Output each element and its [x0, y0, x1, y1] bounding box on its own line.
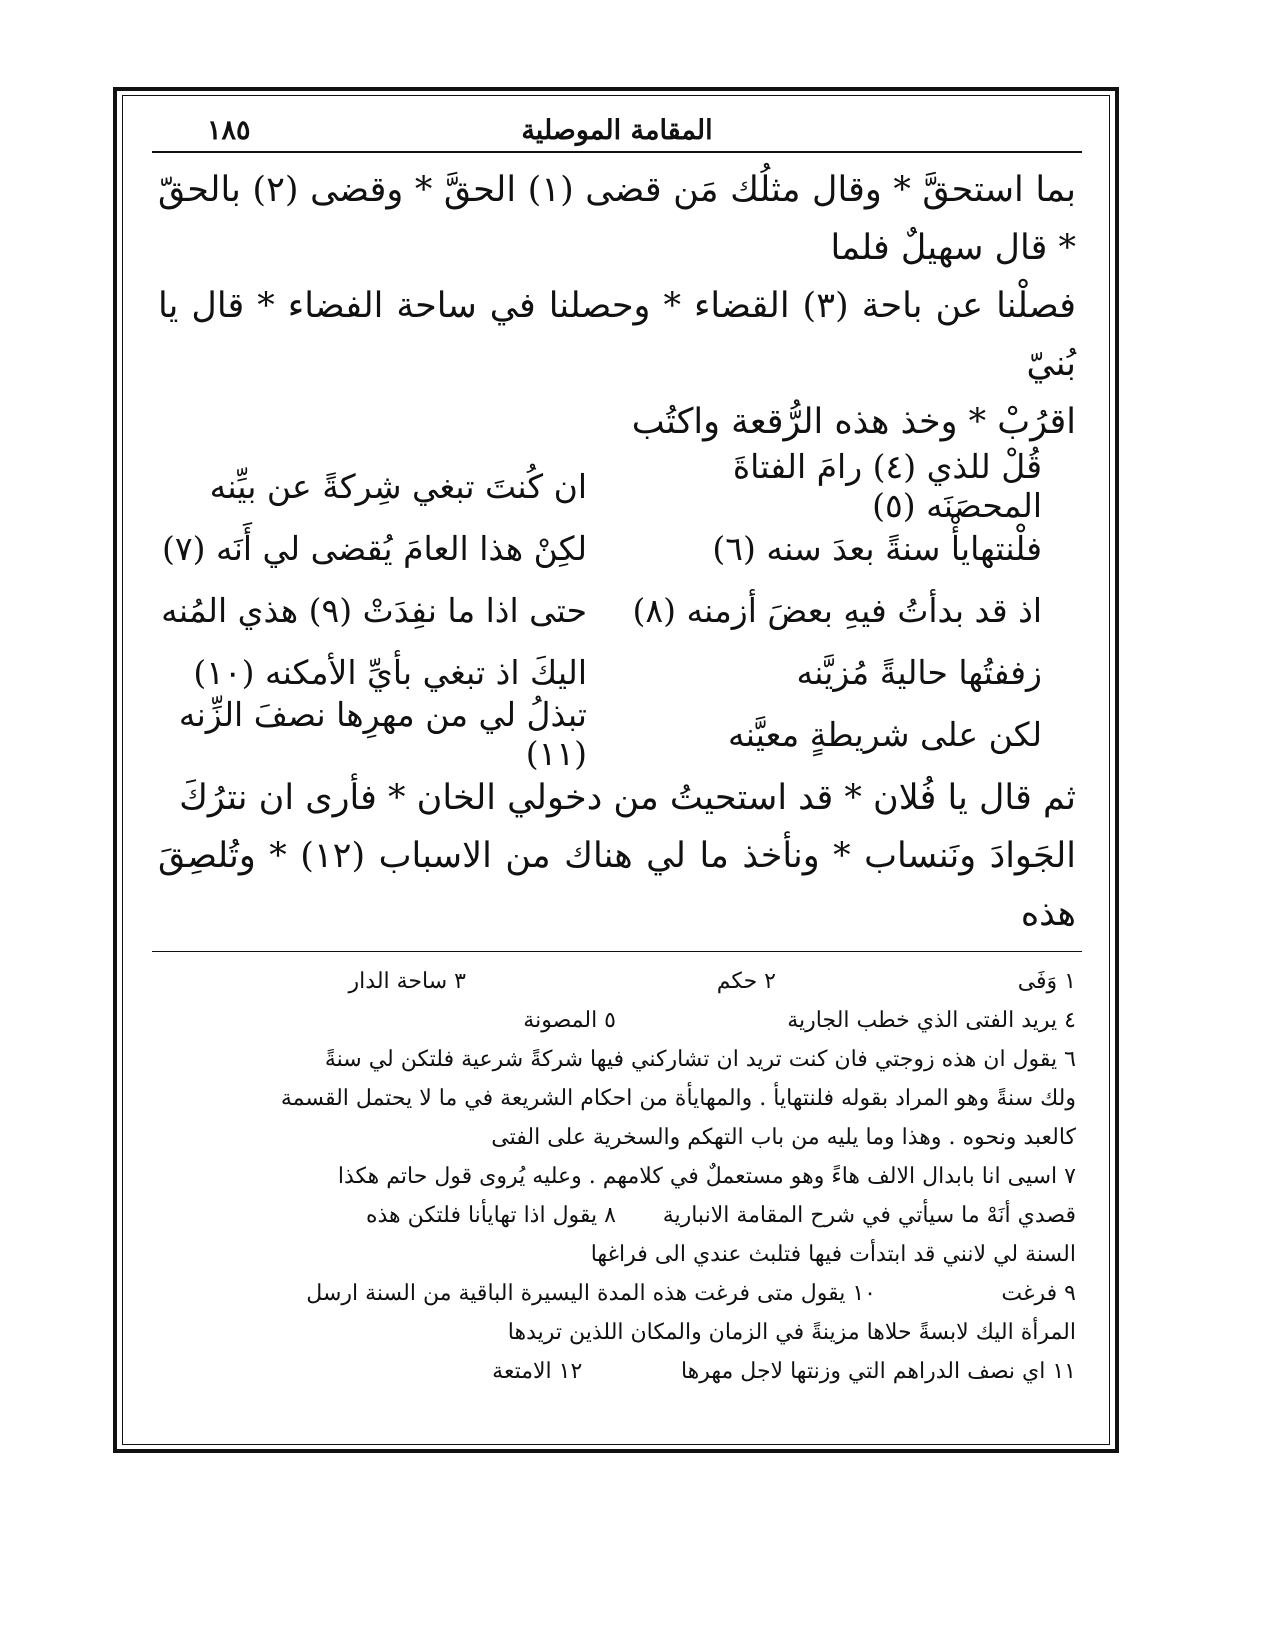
- page-number: ١٨٥: [207, 115, 251, 146]
- prose-line: اقرُبْ * وخذ هذه الرُّقعة واكتُب: [631, 402, 1076, 442]
- footnote-8-cont: السنة لي لانني قد ابتدأت فيها فتلبث عندي الى فراغها: [590, 1242, 1076, 1267]
- footnote-row: [158, 1352, 1076, 1391]
- prose-line: فصلْنا عن باحة (٣) القضاء * وحصلنا في ساحة الفضاء * قال يا بُنيّ: [158, 286, 1076, 384]
- poem: [152, 447, 1082, 773]
- footnote-10: ١٠ يقول متى فرغت هذه المدة اليسيرة الباقية من السنة ارسل: [306, 1281, 876, 1306]
- footnote-12: ١٢ الامتعة: [492, 1359, 583, 1384]
- footnote-row: [158, 1001, 1076, 1040]
- verse-second-hemistich: ان كُنتَ تبغي شِركةً عن بيِّنه: [209, 466, 587, 506]
- prose-bottom: [152, 769, 1082, 943]
- footnote-6-cont: كالعبد ونحوه . وهذا وما يليه من باب التهكم والسخرية على الفتى: [491, 1125, 1076, 1150]
- verse-first-hemistich: قُلْ للذي (٤) رامَ الفتاةَ المحصَنَه (٥): [732, 447, 1042, 525]
- prose-line: بما استحقَّ * وقال مثلُك مَن قضى (١) الحقَّ * وقضى (٢) بالحقّ * قال سهيلٌ فلما: [158, 170, 1076, 268]
- footnote-4: ٤ يريد الفتى الذي خطب الجارية: [787, 1008, 1076, 1033]
- footnote-9: ٩ فرغت: [1001, 1281, 1076, 1306]
- verse-first-hemistich: فلْنتهايأْ سنةً بعدَ سنه (٦): [712, 528, 1042, 568]
- verse-second-hemistich: لكِنْ هذا العامَ يُقضى لي أَنَه (٧): [162, 528, 587, 568]
- verse-line: [152, 447, 1082, 525]
- verse-line: [152, 517, 1082, 579]
- verse-first-hemistich: زففتُها حاليةً مُزيَّنه: [796, 652, 1042, 692]
- running-header: [152, 105, 1082, 151]
- prose-line: الجَوادَ ونَنساب * ونأخذ ما لي هناك من الاسباب (١٢) * وتُلصِقَ هذه: [158, 836, 1076, 934]
- running-title: المقامة الموصلية: [521, 115, 713, 146]
- footnote-7-cont: قصدي أنَهْ ما سيأتي في شرح المقامة الانبارية: [662, 1203, 1076, 1228]
- verse-first-hemistich: لكن على شريطةٍ معيَّنه: [728, 714, 1042, 754]
- verse-second-hemistich: اليكَ اذ تبغي بأيِّ الأمكنه (١٠): [193, 652, 587, 692]
- footnote-8: ٨ يقول اذا تهايأنا فلتكن هذه: [365, 1203, 616, 1228]
- verse-second-hemistich: حتى اذا ما نفِدَتْ (٩) هذي المُنه: [161, 590, 587, 630]
- footnote-5: ٥ المصونة: [523, 1008, 616, 1033]
- verse-second-hemistich: تبذلُ لي من مهرِها نصفَ الزِّنه (١١): [178, 695, 587, 773]
- footnote-6: ٦ يقول ان هذه زوجتي فان كنت تريد ان تشاركني فيها شركةً شرعية فلتكن لي سنةً: [324, 1047, 1076, 1072]
- prose-line: ثم قال يا فُلان * قد استحيتُ من دخولي الخان * فأرى ان نترُكَ: [179, 778, 1076, 818]
- verse-line: [152, 579, 1082, 641]
- footnote-1: ١ وَفَى: [1017, 969, 1076, 994]
- book-page: [152, 105, 1082, 1425]
- footnotes: [152, 962, 1082, 1391]
- footnote-11: ١١ اي نصف الدراهم التي وزنتها لاجل مهرها: [680, 1359, 1076, 1384]
- header-rule: [152, 151, 1082, 153]
- verse-line: [152, 695, 1082, 773]
- footnotes-rule: [152, 951, 1082, 952]
- verse-line: [152, 641, 1082, 703]
- footnote-row: [158, 1274, 1076, 1313]
- verse-first-hemistich: اذ قد بدأتُ فيهِ بعضَ أزمنه (٨): [632, 590, 1042, 630]
- prose-top: [152, 161, 1082, 451]
- footnote-3: ٣ ساحة الدار: [348, 969, 466, 994]
- footnote-7: ٧ اسيى انا بابدال الالف هاءً وهو مستعملٌ في كلامهم . وعليه يُروى قول حاتم هكذا: [337, 1164, 1076, 1189]
- footnote-2: ٢ حكم: [716, 969, 776, 994]
- footnote-row: [158, 1196, 1076, 1235]
- footnote-row: [158, 962, 1076, 1001]
- footnote-10-cont: المرأة اليك لابسةً حلاها مزينةً في الزمان والمكان اللذين تريدها: [507, 1320, 1076, 1345]
- footnote-6-cont: ولك سنةً وهو المراد بقوله فلنتهايأ . والمهايأة من احكام الشريعة في ما لا يحتمل القسمة: [280, 1086, 1076, 1111]
